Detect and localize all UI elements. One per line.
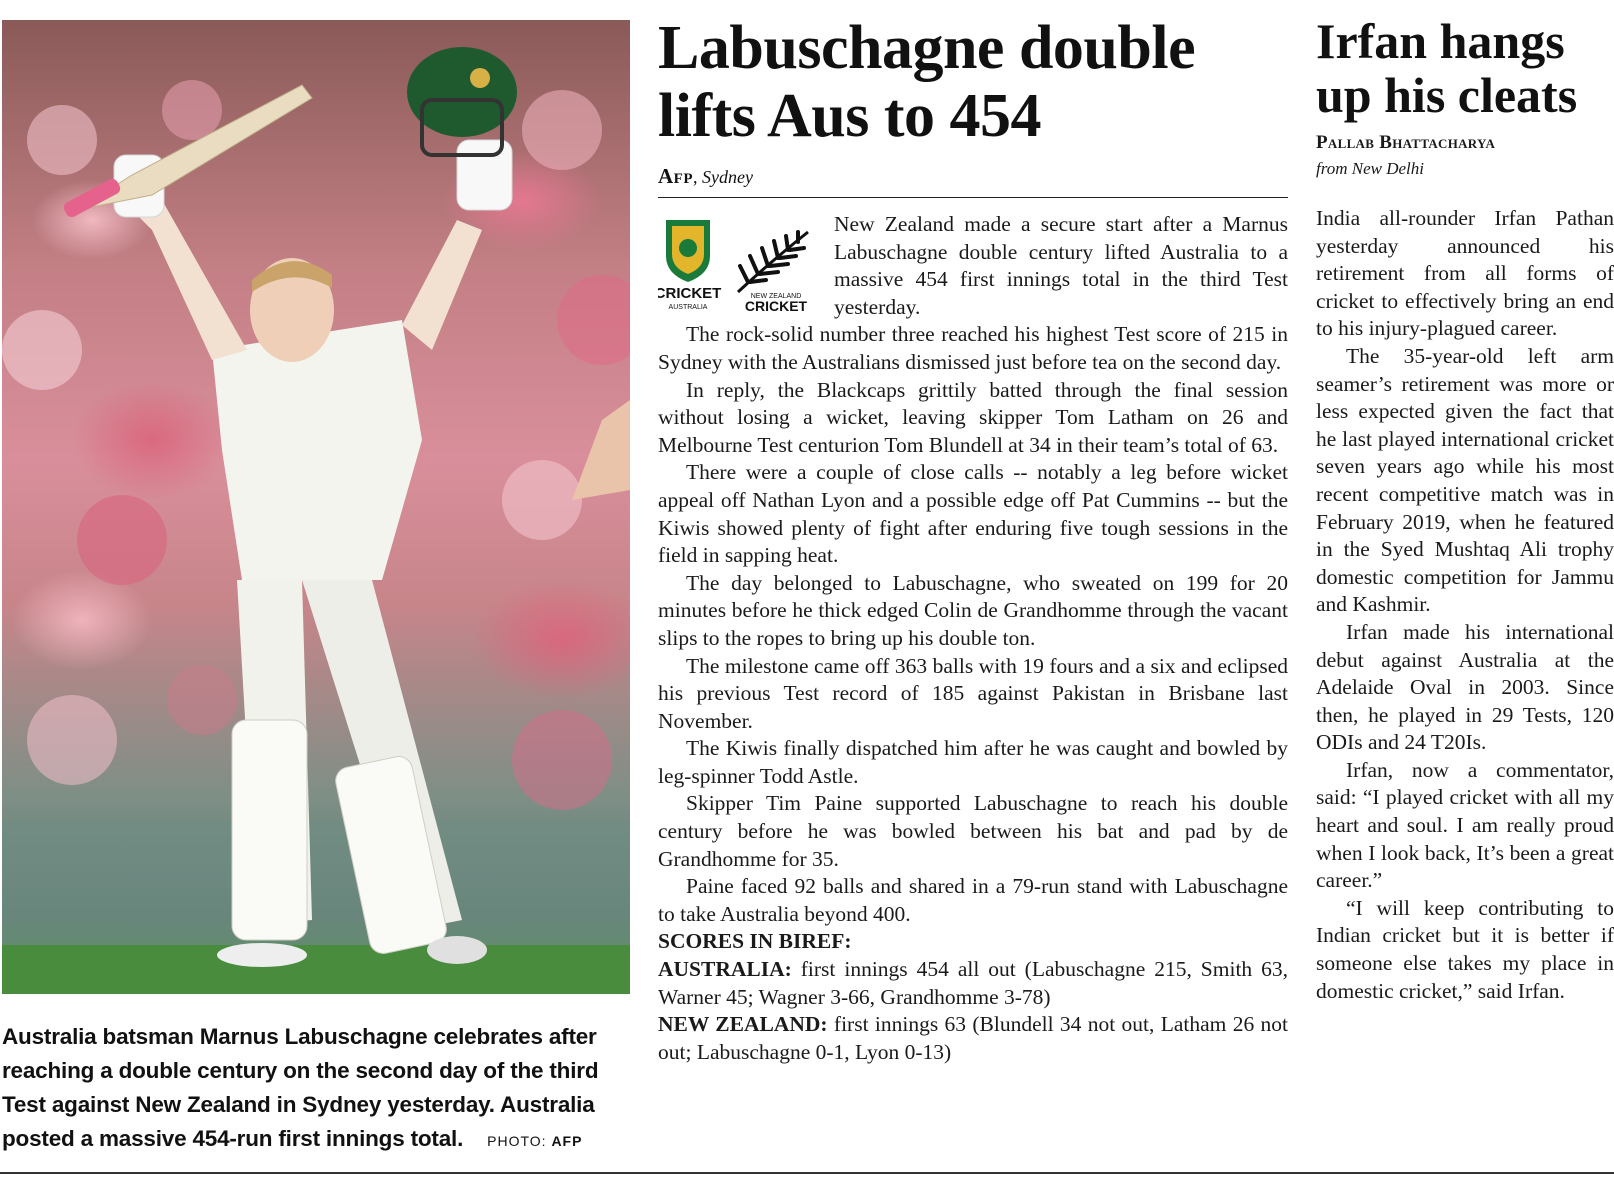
ca-logo-line1: CRICKET xyxy=(658,285,722,302)
batsman-illustration xyxy=(2,20,630,994)
main-paragraph: The Kiwis finally dispatched him after he was caught and bowled by leg-spinner Todd Astle. xyxy=(658,736,1288,788)
photo-caption xyxy=(2,1020,630,1158)
score-detail: first innings 63 (Blundell 34 not out, Latham 26 not out; Labuschagne 0-1, Lyon 0-13) xyxy=(658,1012,1288,1064)
dateline-place: Sydney xyxy=(702,167,753,187)
main-paragraph: Paine faced 92 balls and shared in a 79-run stand with Labuschagne to take Australia beyond 400. xyxy=(658,874,1288,926)
main-story-body xyxy=(658,211,1288,1066)
side-paragraph: Irfan made his international debut against Australia at the Adelaide Oval in 2003. Since then, he played in 29 Tests, 120 ODIs and 24 T20Is. xyxy=(1316,619,1614,755)
score-line-new-zealand xyxy=(658,1011,1288,1066)
main-paragraph: There were a couple of close calls -- notably a leg before wicket appeal off Nathan Lyon and a possible edge off Pat Cummins -- but the Kiwis showed plenty of fight after enduring five tough sessions in the field in sapping heat. xyxy=(658,460,1288,568)
scores-heading: SCORES IN BIREF: xyxy=(658,929,852,954)
side-story-body xyxy=(1316,205,1614,1005)
byline: Pallab Bhattacharya xyxy=(1316,132,1496,153)
cricket-batsman-photo xyxy=(2,20,630,994)
score-team: NEW ZEALAND: xyxy=(658,1012,828,1037)
photo-credit-label: PHOTO: xyxy=(487,1133,547,1149)
headline-divider xyxy=(658,197,1288,198)
score-detail: first innings 454 all out (Labuschagne 215, Smith 63, Warner 45; Wagner 3-66, Grandhomme 3-78) xyxy=(658,957,1288,1009)
main-paragraph: In reply, the Blackcaps grittily batted through the final session without losing a wicket, leaving skipper Tom Latham on 26 and Melbourne Test centurion Tom Blundell at 34 in their team’s total of 63. xyxy=(658,377,1288,457)
side-paragraph: The 35-year-old left arm seamer’s retirement was more or less expected given the fact that he last played international cricket seven years ago while his most recent competitive match was in February 2019, when he featured in the Syed Mushtaq Ali trophy domestic competition for Jammu and Kashmir. xyxy=(1316,343,1614,617)
byline-location: from New Delhi xyxy=(1316,159,1424,178)
score-team: AUSTRALIA: xyxy=(658,957,792,982)
side-paragraph: “I will keep contributing to Indian cricket but it is better if someone else takes my place in domestic cricket,” said Irfan. xyxy=(1316,895,1614,1003)
ca-logo-line2: AUSTRALIA xyxy=(668,304,708,311)
photo-credit xyxy=(487,1133,582,1149)
score-line-australia xyxy=(658,956,1288,1011)
main-headline: Labuschagne double lifts Aus to 454 xyxy=(658,14,1196,150)
side-headline: Irfan hangs up his cleats xyxy=(1316,13,1578,123)
main-paragraph: Skipper Tim Paine supported Labuschagne to reach his double century before he was bowled between his bat and pad by de Grandhomme for 35. xyxy=(658,791,1288,871)
main-dateline: Afp, Sydney xyxy=(658,164,753,188)
caption-text: Australia batsman Marnus Labuschagne celebrates after reaching a double century on the second day of the third Test against New Zealand in Sydney yesterday. Australia posted a massive 454-run first innings total. xyxy=(2,1024,599,1151)
page-bottom-rule xyxy=(0,1172,1614,1174)
nz-logo-line1: NEW ZEALAND xyxy=(750,293,802,300)
nz-logo-line2: CRICKET xyxy=(744,298,808,314)
main-paragraph: New Zealand made a secure start after a Marnus Labuschagne double century lifted Australia to a massive 454 first innings total in the third Test yesterday. xyxy=(834,212,1288,319)
agency-name: Afp xyxy=(658,164,693,188)
photo-credit-source: AFP xyxy=(551,1133,583,1149)
main-paragraph: The rock-solid number three reached his highest Test score of 215 in Sydney with the Australians dismissed just before tea on the second day. xyxy=(658,322,1288,374)
side-paragraph: India all-rounder Irfan Pathan yesterday announced his retirement from all forms of cricket to effectively bring an end to his injury-plagued career. xyxy=(1316,206,1614,341)
main-paragraph: The day belonged to Labuschagne, who sweated on 199 for 20 minutes before he thick edged Colin de Grandhomme through the vacant slips to the ropes to bring up his double ton. xyxy=(658,570,1288,650)
side-paragraph: Irfan, now a commentator, said: “I played cricket with all my heart and soul. I am really proud when I look back, It’s been a great career.” xyxy=(1316,757,1614,893)
main-paragraph: The milestone came off 363 balls with 19 fours and a six and eclipsed his previous Test record of 185 against Pakistan in Brisbane last November. xyxy=(658,653,1288,733)
